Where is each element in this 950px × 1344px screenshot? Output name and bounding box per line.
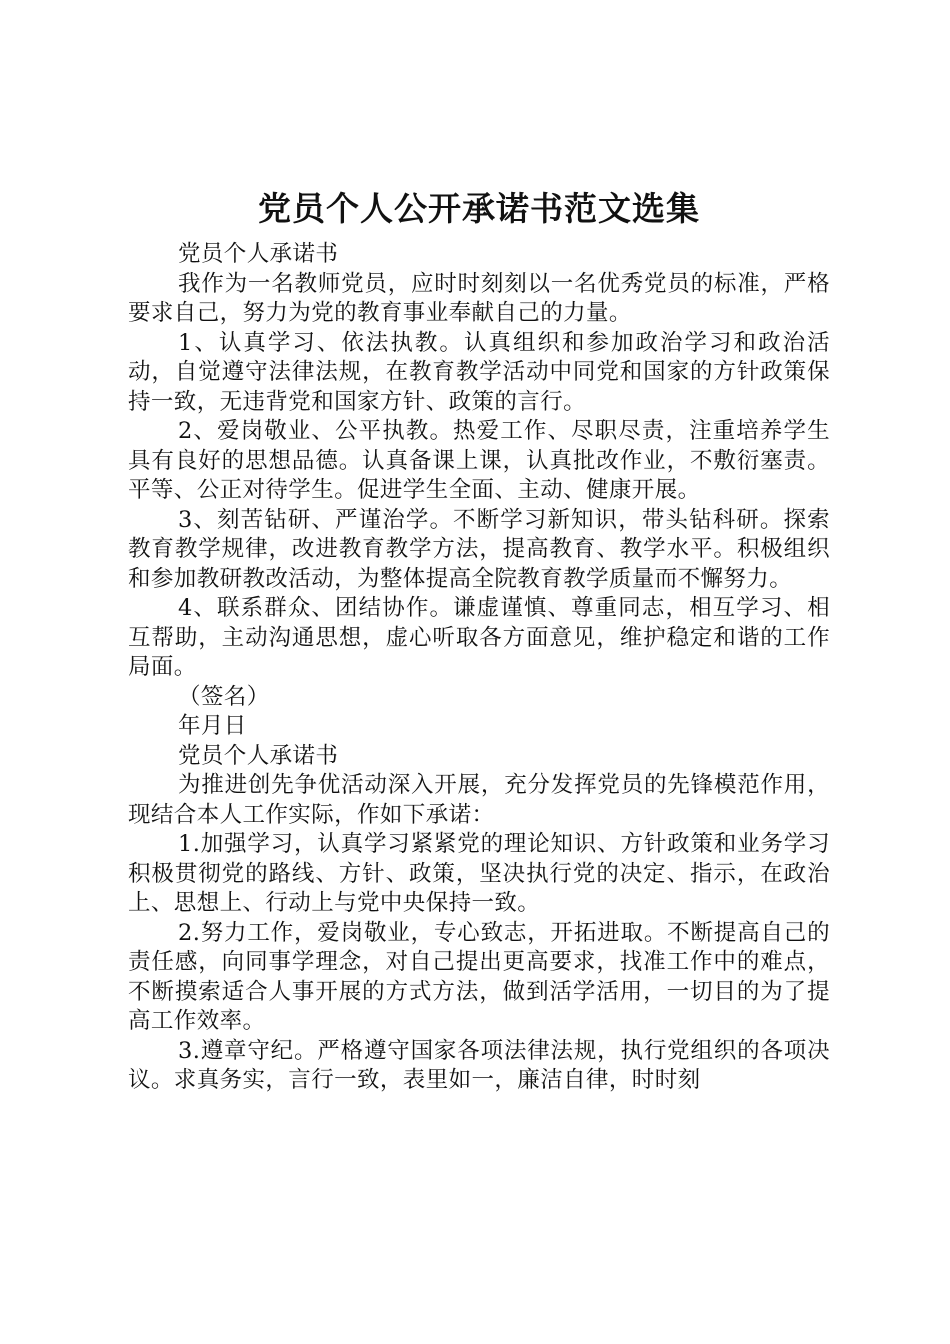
document-title: 党员个人公开承诺书范文选集 (258, 189, 700, 228)
date-line: 年月日 (178, 713, 247, 739)
pledge-item: 3、刻苦钻研、严谨治学。不断学习新知识，带头钻科研。探索教育教学规律，改进教育教学方法，提高教育、教学水平。积极组织和参加教研教改活动，为整体提高全院教育教学质量而不懈努力。 (128, 506, 830, 592)
section-heading: 党员个人承诺书 (178, 241, 339, 267)
pledge-item: 4、联系群众、团结协作。谦虚谨慎、尊重同志，相互学习、相互帮助，主动沟通思想，虚心听取各方面意见，维护稳定和谐的工作局面。 (128, 595, 830, 680)
section-heading: 党员个人承诺书 (178, 742, 339, 769)
signature-line: （签名） (178, 683, 270, 710)
intro-paragraph: 我作为一名教师党员，应时时刻刻以一名优秀党员的标准，严格要求自己，努力为党的教育事业奉献自己的力量。 (128, 270, 830, 326)
pledge-item: 2、爱岗敬业、公平执教。热爱工作、尽职尽责，注重培养学生具有良好的思想品德。认真备课上课，认真批改作业，不敷衍塞责。平等、公正对待学生。促进学生全面、主动、健康开展。 (128, 418, 830, 503)
pledge-item: 1、认真学习、依法执教。认真组织和参加政治学习和政治活动，自觉遵守法律法规，在教育教学活动中同党和国家的方针政策保持一致，无违背党和国家方针、政策的言行。 (128, 329, 830, 415)
pledge-item: 2.努力工作，爱岗敬业，专心致志，开拓进取。不断提高自己的责任感，向同事学理念，对自己提出更高要求，找准工作中的难点，不断摸索适合人事开展的方式方法，做到活学活用，一切目的为了提高工作效率。 (128, 919, 830, 1034)
pledge-item: 3.遵章守纪。严格遵守国家各项法律法规，执行党组织的各项决议。求真务实，言行一致，表里如一，廉洁自律，时时刻 (128, 1037, 830, 1093)
intro-paragraph: 为推进创先争优活动深入开展，充分发挥党员的先锋模范作用，现结合本人工作实际，作如下承诺： (128, 772, 830, 828)
pledge-item: 1.加强学习，认真学习紧紧党的理论知识、方针政策和业务学习积极贯彻党的路线、方针、政策，坚决执行党的决定、指示，在政治上、思想上、行动上与党中央保持一致。 (128, 831, 830, 916)
document-page (128, 180, 830, 1096)
